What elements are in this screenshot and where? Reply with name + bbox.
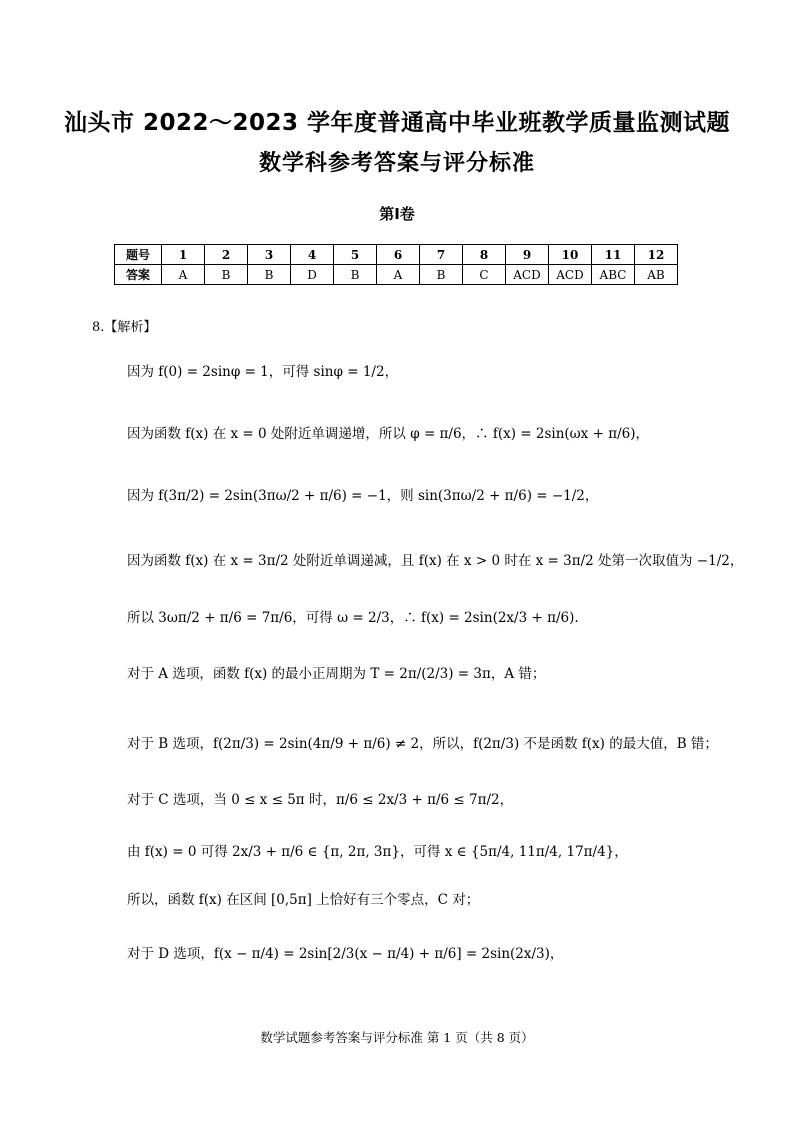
question-number: 9 (506, 245, 549, 265)
question-number: 8 (463, 245, 506, 265)
row-label-answer: 答案 (115, 265, 162, 285)
answer-cell: ABC (592, 265, 635, 285)
answer-table-number-row (115, 245, 678, 265)
answer-table (114, 244, 678, 285)
solution-line: 对于 A 选项，函数 f(x) 的最小正周期为 T = 2π/(2/3) = 3π，A 错； (127, 666, 546, 682)
solution-line: 对于 B 选项，f(2π/3) = 2sin(4π/9 + π/6) ≠ 2，所以，f(2π/3) 不是函数 f(x) 的最大值，B 错； (127, 736, 718, 752)
question-number: 10 (549, 245, 592, 265)
answer-cell: D (291, 265, 334, 285)
row-label-number: 题号 (115, 245, 162, 265)
page-footer: 数学试题参考答案与评分标准 第 1 页（共 8 页） (260, 1030, 534, 1045)
solution-line: 所以，函数 f(x) 在区间 [0,5π] 上恰好有三个零点，C 对； (127, 892, 480, 908)
answer-cell: B (334, 265, 377, 285)
answer-cell: B (248, 265, 291, 285)
document-subtitle: 数学科参考答案与评分标准 (258, 151, 535, 176)
question-number: 1 (162, 245, 205, 265)
answer-cell: ACD (506, 265, 549, 285)
answer-cell: B (420, 265, 463, 285)
solution-line: 由 f(x) = 0 可得 2x/3 + π/6 ∈ {π, 2π, 3π}，可得 x ∈ {5π/4, 11π/4, 17π/4}， (127, 844, 628, 860)
volume-label: 第Ⅰ卷 (379, 205, 415, 223)
answer-cell: C (463, 265, 506, 285)
question-number: 7 (420, 245, 463, 265)
document-title: 汕头市 2022～2023 学年度普通高中毕业班教学质量监测试题 (63, 110, 731, 136)
answer-cell: ACD (549, 265, 592, 285)
solution-line: 因为 f(0) = 2sinφ = 1，可得 sinφ = 1/2， (127, 364, 399, 380)
question-number: 5 (334, 245, 377, 265)
solution-line: 所以 3ωπ/2 + π/6 = 7π/6，可得 ω = 2/3，∴ f(x) = 2sin(2x/3 + π/6). (127, 610, 579, 626)
question-number: 2 (205, 245, 248, 265)
solution-heading: 8.【解析】 (92, 320, 157, 335)
solution-line: 对于 C 选项，当 0 ≤ x ≤ 5π 时，π/6 ≤ 2x/3 + π/6 ≤ 7π/2， (127, 792, 514, 808)
answer-cell: A (162, 265, 205, 285)
solution-line: 因为 f(3π/2) = 2sin(3πω/2 + π/6) = −1，则 sin(3πω/2 + π/6) = −1/2， (127, 488, 599, 504)
question-number: 4 (291, 245, 334, 265)
answer-cell: A (377, 265, 420, 285)
question-number: 12 (635, 245, 678, 265)
solution-line: 因为函数 f(x) 在 x = 3π/2 处附近单调递减，且 f(x) 在 x > 0 时在 x = 3π/2 处第一次取值为 −1/2， (127, 553, 744, 569)
answer-cell: B (205, 265, 248, 285)
answer-table-answer-row (115, 265, 678, 285)
solution-line: 因为函数 f(x) 在 x = 0 处附近单调递增，所以 φ = π/6，∴ f(x) = 2sin(ωx + π/6)， (127, 426, 649, 442)
question-number: 11 (592, 245, 635, 265)
solution-line: 对于 D 选项，f(x − π/4) = 2sin[2/3(x − π/4) + π/6] = 2sin(2x/3)， (127, 946, 564, 962)
question-number: 6 (377, 245, 420, 265)
answer-cell: AB (635, 265, 678, 285)
question-number: 3 (248, 245, 291, 265)
